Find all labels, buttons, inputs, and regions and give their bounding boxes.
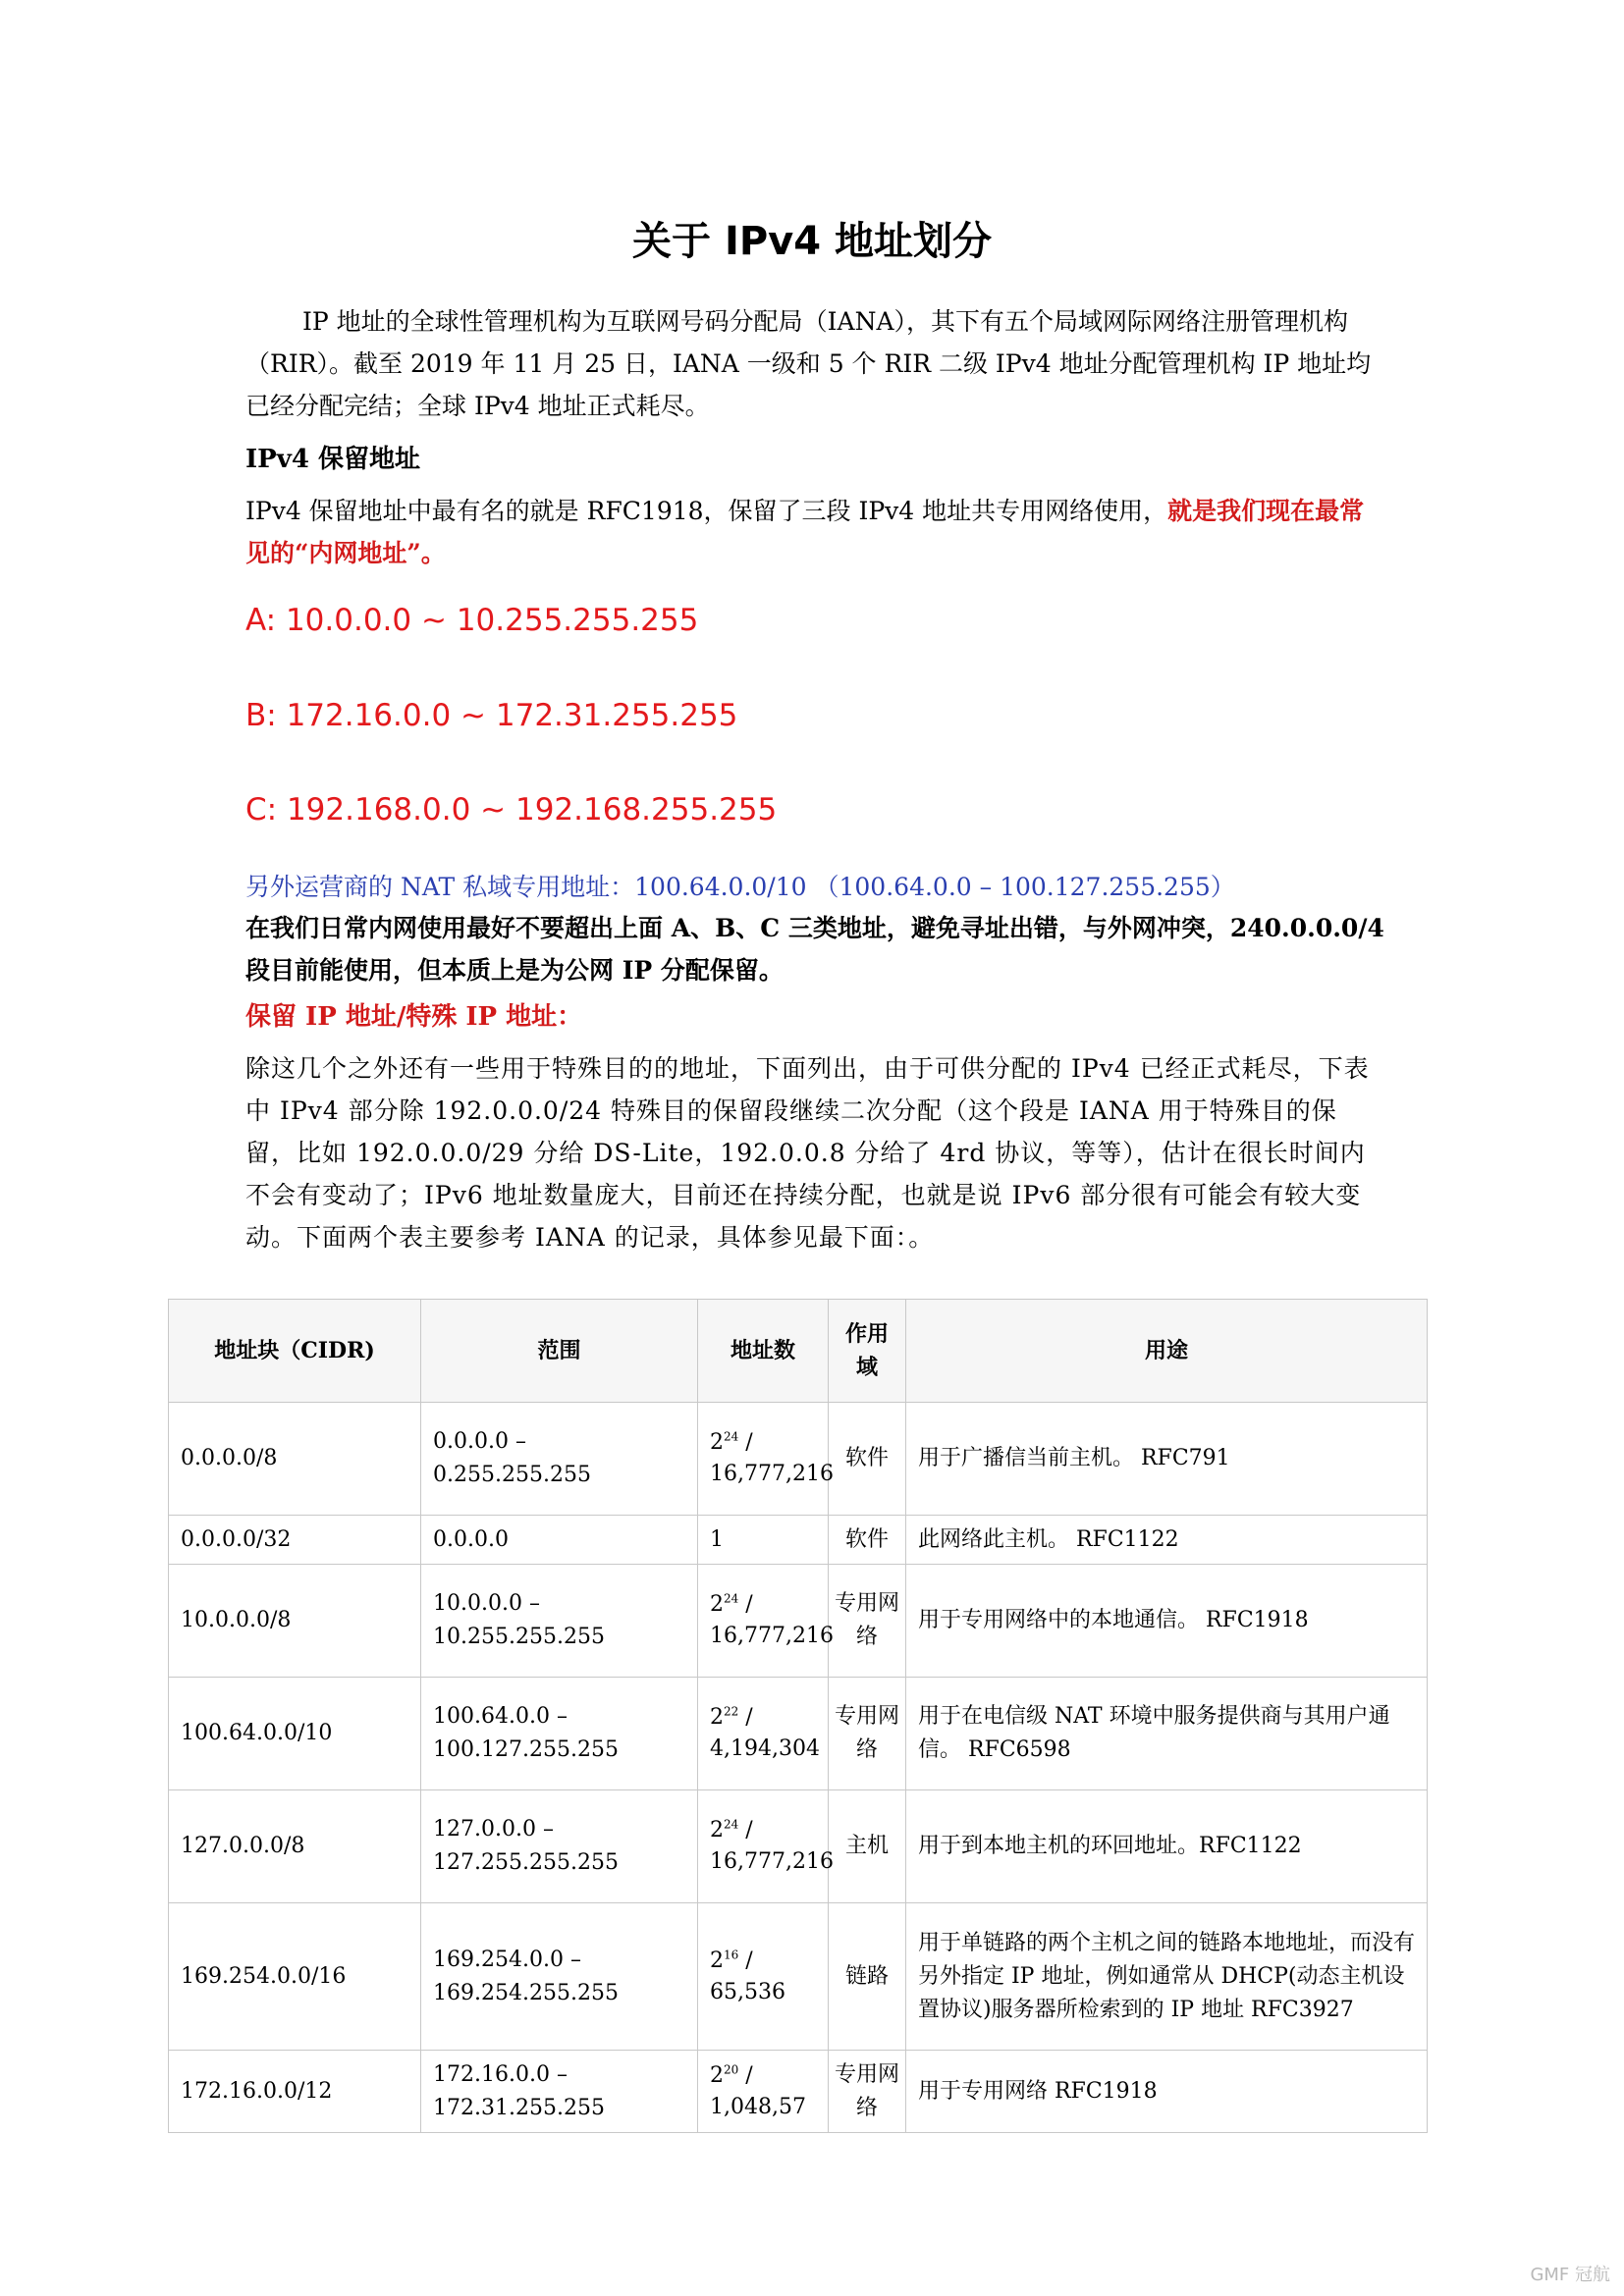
reserved-highlight: 就是我们现在最常见的“内网地址”。 xyxy=(245,497,1365,567)
range-a: A: 10.0.0.0 ~ 10.255.255.255 xyxy=(245,603,699,638)
table-row xyxy=(169,2051,1428,2133)
count-value: 1,048,57 xyxy=(710,2094,806,2119)
reserved-text: IPv4 保留地址中最有名的就是 RFC1918，保留了三段 IPv4 地址共专用网络使用， xyxy=(245,497,1168,525)
cell-purpose: 用于专用网络 RFC1918 xyxy=(906,2051,1428,2133)
cell-scope: 软件 xyxy=(829,1403,906,1516)
cell-purpose: 用于专用网络中的本地通信。 RFC1918 xyxy=(906,1565,1428,1678)
cell-range: 0.0.0.0 – 0.255.255.255 xyxy=(421,1403,698,1516)
table-row xyxy=(169,1516,1428,1565)
header-purpose: 用途 xyxy=(906,1300,1428,1403)
cell-range: 127.0.0.0 – 127.255.255.255 xyxy=(421,1790,698,1903)
cell-count: 1 xyxy=(698,1516,829,1565)
cell-cidr: 169.254.0.0/16 xyxy=(169,1903,421,2051)
count-value: 65,536 xyxy=(710,1979,785,2004)
cell-count: $2^{24} / 16,777,216$ xyxy=(698,1790,829,1903)
range-c: C: 192.168.0.0 ~ 192.168.255.255 xyxy=(245,792,778,828)
cell-cidr: 0.0.0.0/32 xyxy=(169,1516,421,1565)
cell-purpose: 用于广播信当前主机。 RFC791 xyxy=(906,1403,1428,1516)
reserved-heading: IPv4 保留地址 xyxy=(245,445,420,474)
cell-purpose: 用于单链路的两个主机之间的链路本地地址，而没有另外指定 IP 地址，例如通常从 DHCP(动态主机设置协议)服务器所检索到的 IP 地址 RFC3927 xyxy=(906,1903,1428,2051)
count-exponent: 16 xyxy=(724,1948,739,1962)
header-cidr: 地址块（CIDR) xyxy=(169,1300,421,1403)
count-value: 4,194,304 xyxy=(710,1736,820,1761)
cell-range: 172.16.0.0 – 172.31.255.255 xyxy=(421,2051,698,2133)
nat-line: 另外运营商的 NAT 私域专用地址：100.64.0.0/10 （100.64.0.0 – 100.127.255.255） xyxy=(245,873,1235,901)
reserved-address-table xyxy=(168,1299,1427,2133)
count-value: 16,777,216 xyxy=(710,1462,834,1486)
range-b: B: 172.16.0.0 ~ 172.31.255.255 xyxy=(245,698,738,733)
table-row xyxy=(169,1403,1428,1516)
watermark-logo: GMF 冠航 xyxy=(1530,2265,1610,2285)
count-exponent: 22 xyxy=(724,1704,739,1719)
page-title: 关于 IPv4 地址划分 xyxy=(632,219,992,264)
cell-purpose: 用于到本地主机的环回地址。RFC1122 xyxy=(906,1790,1428,1903)
cell-scope: 主机 xyxy=(829,1790,906,1903)
table-row xyxy=(169,1790,1428,1903)
cell-range: 169.254.0.0 – 169.254.255.255 xyxy=(421,1903,698,2051)
cell-scope: 专用网络 xyxy=(829,1678,906,1790)
cell-range: 100.64.0.0 – 100.127.255.255 xyxy=(421,1678,698,1790)
table-row xyxy=(169,1903,1428,2051)
count-exponent: 24 xyxy=(724,1591,739,1606)
cell-purpose: 用于在电信级 NAT 环境中服务提供商与其用户通信。 RFC6598 xyxy=(906,1678,1428,1790)
cell-count: $2^{20} / 1,048,57$ xyxy=(698,2051,829,2133)
intro-paragraph: IP 地址的全球性管理机构为互联网号码分配局（IANA），其下有五个局域网际网络注册管理机构（RIR）。截至 2019 年 11 月 25 日，IANA 一级和 5 个 RIR 二级 IPv4 地址分配管理机构 IP 地址均已经分配完结；全球 IPv4 地址正式耗尽。 xyxy=(245,307,1372,420)
count-value: 16,777,216 xyxy=(710,1849,834,1874)
count-exponent: 24 xyxy=(724,1817,739,1832)
table-row xyxy=(169,1565,1428,1678)
table-row xyxy=(169,1678,1428,1790)
count-exponent: 20 xyxy=(724,2062,739,2077)
cell-purpose: 此网络此主机。 RFC1122 xyxy=(906,1516,1428,1565)
cell-cidr: 127.0.0.0/8 xyxy=(169,1790,421,1903)
count-value: 16,777,216 xyxy=(710,1624,834,1648)
special-paragraph: 除这几个之外还有一些用于特殊目的的地址，下面列出，由于可供分配的 IPv4 已经正式耗尽，下表中 IPv4 部分除 192.0.0.0/24 特殊目的保留段继续二次分配（这个段是 IANA 用于特殊目的保留，比如 192.0.0.0/29 分给 DS-Lite，192.0.0.8 分给了 4rd 协议，等等），估计在很长时间内不会有变动了；IPv6 地址数量庞大，目前还在持续分配，也就是说 IPv6 部分很有可能会有较大变动。下面两个表主要参考 IANA 的记录，具体参见最下面：。 xyxy=(245,1054,1370,1252)
cell-range: 10.0.0.0 – 10.255.255.255 xyxy=(421,1565,698,1678)
cell-scope: 链路 xyxy=(829,1903,906,2051)
reserved-paragraph xyxy=(245,490,1384,574)
bold-note: 在我们日常内网使用最好不要超出上面 A、B、C 三类地址，避免寻址出错，与外网冲突，240.0.0.0/4 段目前能使用，但本质上是为公网 IP 分配保留。 xyxy=(245,914,1384,985)
cell-cidr: 172.16.0.0/12 xyxy=(169,2051,421,2133)
cell-count: $2^{24} / 16,777,216$ xyxy=(698,1565,829,1678)
cell-scope: 专用网络 xyxy=(829,2051,906,2133)
cell-cidr: 100.64.0.0/10 xyxy=(169,1678,421,1790)
cell-count: $2^{16} / 65,536$ xyxy=(698,1903,829,2051)
cell-scope: 软件 xyxy=(829,1516,906,1565)
cell-count: $2^{22} / 4,194,304$ xyxy=(698,1678,829,1790)
cell-scope: 专用网络 xyxy=(829,1565,906,1678)
cell-cidr: 0.0.0.0/8 xyxy=(169,1403,421,1516)
table-header-row xyxy=(169,1300,1428,1403)
header-scope: 作用域 xyxy=(829,1300,906,1403)
header-count: 地址数 xyxy=(698,1300,829,1403)
special-heading: 保留 IP 地址/特殊 IP 地址： xyxy=(245,1002,583,1032)
cell-cidr: 10.0.0.0/8 xyxy=(169,1565,421,1678)
cell-range: 0.0.0.0 xyxy=(421,1516,698,1565)
header-range: 范围 xyxy=(421,1300,698,1403)
cell-count: $2^{24} / 16,777,216$ xyxy=(698,1403,829,1516)
count-exponent: 24 xyxy=(724,1429,739,1444)
